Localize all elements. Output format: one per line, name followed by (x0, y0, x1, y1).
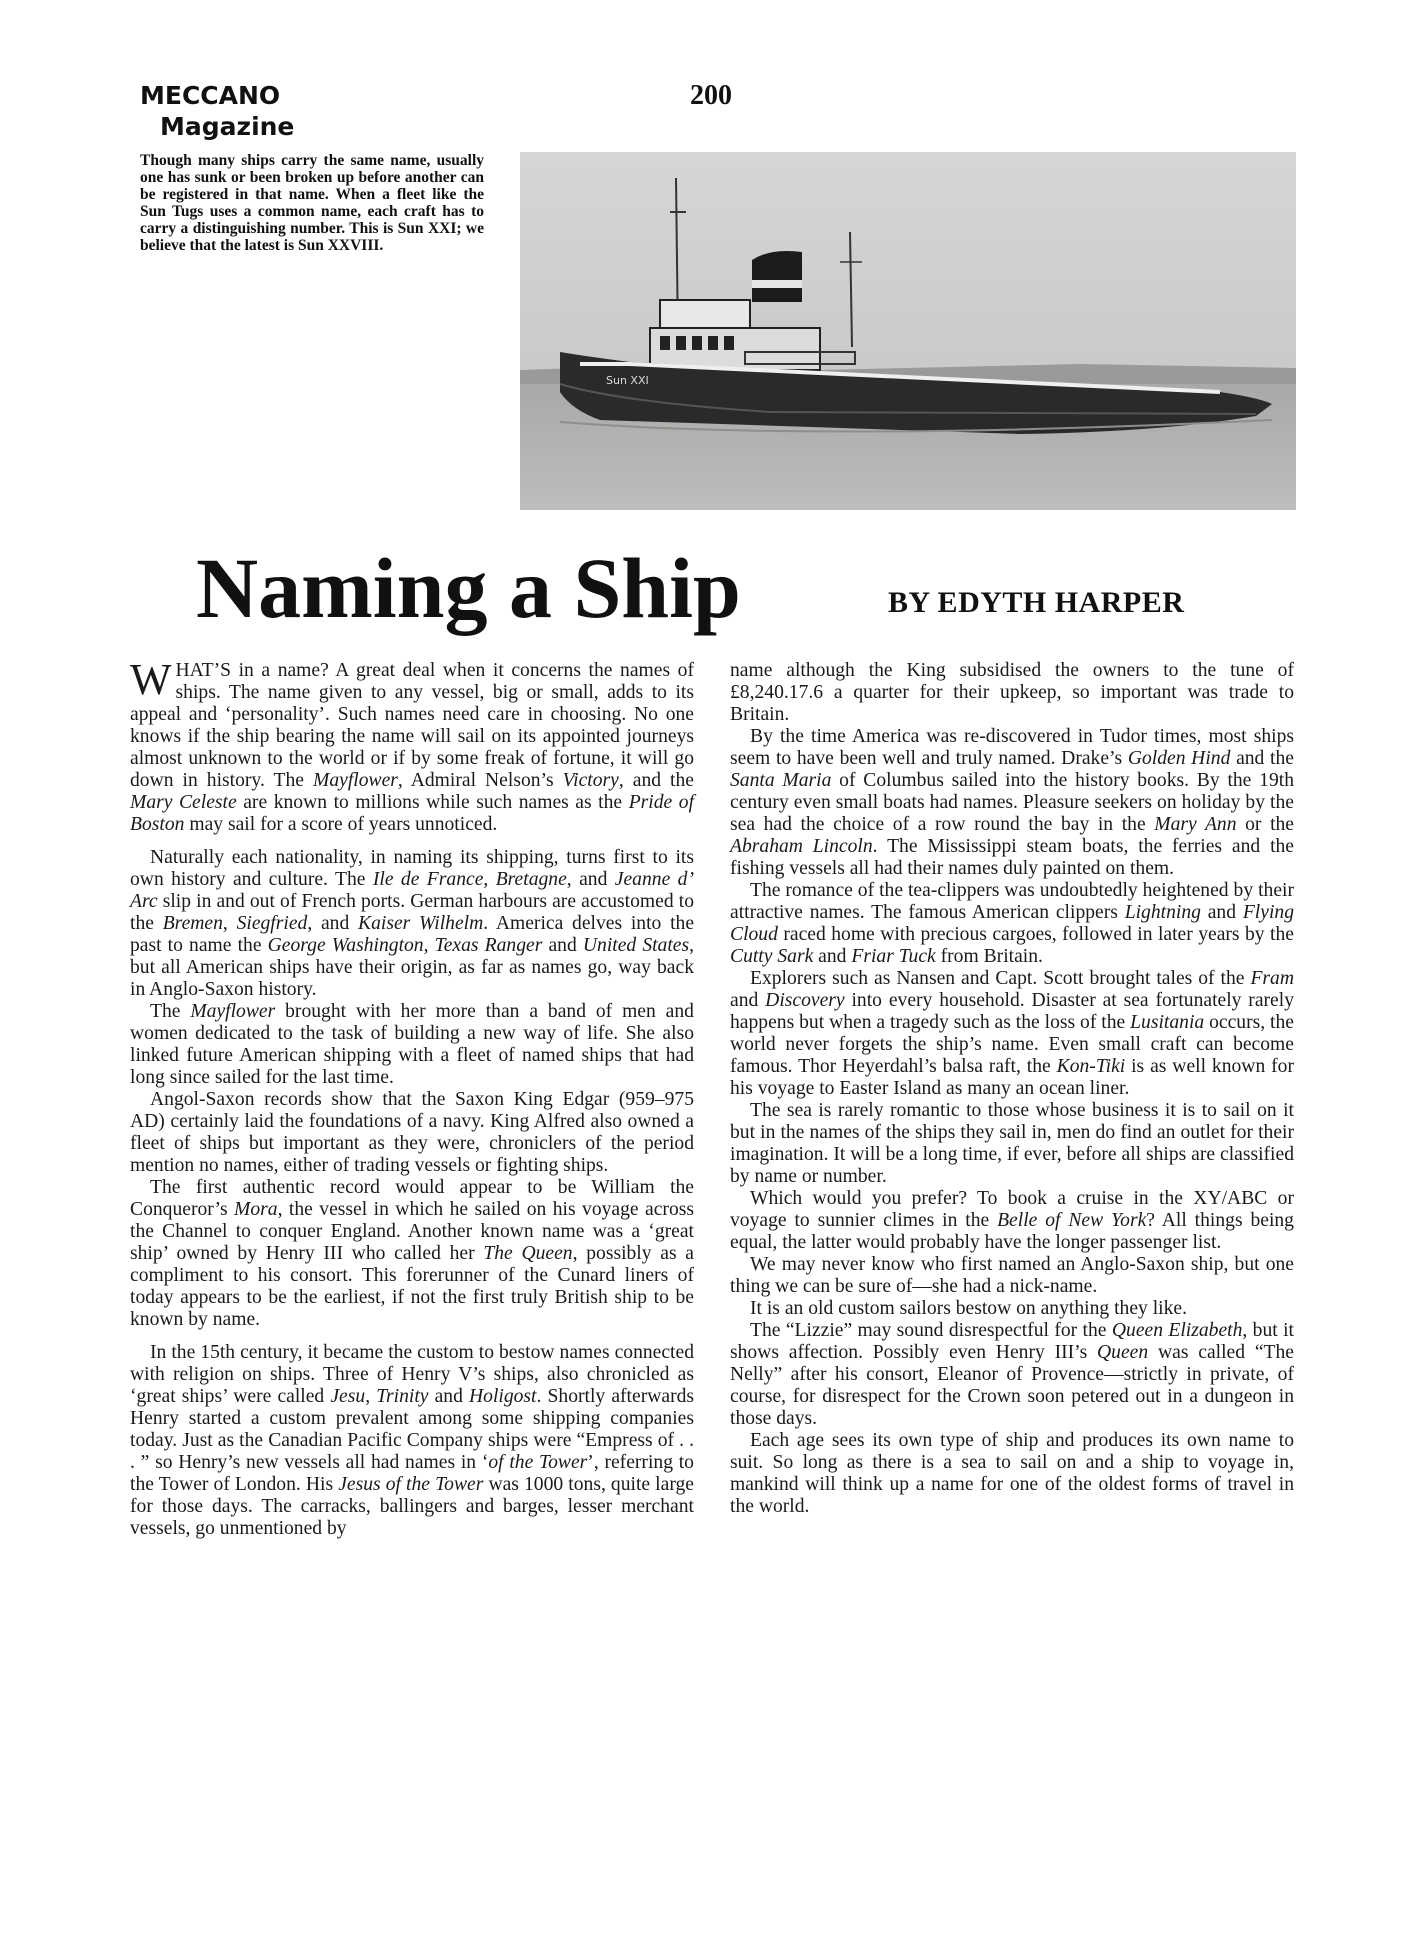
article-paragraph: The sea is rarely romantic to those whose business it is to sail on it but in the names of the ships they sail in, men do find an outlet for their imagination. It will be a long time, if ever, before all ships are classified by name or number. (730, 1100, 1294, 1187)
article-paragraph: Angol-Saxon records show that the Saxon King Edgar (959–975 AD) certainly laid the foundations of a navy. King Alfred also owned a fleet of ships but important as they were, chroniclers of the period mention no names, either of trading vessels or fighting ships. (130, 1089, 694, 1176)
article-paragraph: In the 15th century, it became the custom to bestow names connected with religion on ships. Three of Henry V’s ships, also chronicled as ‘great ships’ were called Jesu, Trinity and Holigost. Shortly afterwards Henry started a custom prevalent among some shipping companies today. Just as the Canadian Pacific Company ships were “Empress of . . . ” so Henry’s new vessels all had names in ‘of the Tower’, referring to the Tower of London. His Jesus of the Tower was 1000 tons, quite large for those days. The carracks, ballingers and barges, lesser merchant vessels, go unmentioned by (130, 1342, 695, 1539)
page-number: 200 (690, 80, 732, 111)
article-left-column (130, 655, 695, 1540)
article-paragraph: Naturally each nationality, in naming its shipping, turns first to its own history and culture. The Ile de France, Bretagne, and Jeanne d’ Arc slip in and out of French ports. German harbours are accustomed to the Bremen, Siegfried, and Kaiser Wilhelm. America delves into the past to name the George Washington, Texas Ranger and United States, but all American ships have their origin, as far as names go, way back in Anglo-Saxon history. (130, 847, 695, 1000)
article-paragraph: Explorers such as Nansen and Capt. Scott brought tales of the Fram and Discovery into every household. Disaster at sea fortunately rarely happens but when a tragedy such as the loss of the Lusitania occurs, the world never forgets the ship’s name. Even small craft can become famous. Thor Heyerdahl’s balsa raft, the Kon-Tiki is as well known for his voyage to Easter Island as many an ocean liner. (730, 968, 1294, 1099)
article-paragraph: By the time America was re-discovered in Tudor times, most ships seem to have been well and truly named. Drake’s Golden Hind and the Santa Maria of Columbus sailed into the history books. By the 19th century even small boats had names. Pleasure seekers on holiday by the sea had the choice of a row round the bay in the Mary Ann or the Abraham Lincoln. The Mississippi steam boats, the ferries and the fishing vessels all had their names duly painted on them. (730, 726, 1295, 879)
article-right-column (730, 660, 1294, 1518)
tugboat-photo (520, 152, 1296, 510)
masthead-title: MECCANO (140, 81, 281, 110)
magazine-masthead (140, 80, 294, 142)
article-paragraph: HAT’S in a name? A great deal when it concerns the names of ships. The name given to any vessel, big or small, adds to its appeal and ‘personality’. Such names need care in choosing. No one knows if the ship bearing the name will sail on its appointed journeys almost unknown to the world or if by some freak of fortune, it will go down in history. The Mayflower, Admiral Nelson’s Victory, and the Mary Celeste are known to millions while such names as the Pride of Boston may sail for a score of years unnoticed. (130, 660, 695, 835)
article-paragraph: Which would you prefer? To book a cruise in the XY/ABC or voyage to sunnier climes in the Belle of New York? All things being equal, the latter would probably have the longer passenger list. (730, 1188, 1294, 1253)
masthead-subtitle: Magazine (160, 112, 295, 141)
article-paragraph: The first authentic record would appear to be William the Conqueror’s Mora, the vessel in which he sailed on his voyage across the Channel to conquer England. Another known name was a ‘great ship’ owned by Henry III who called her The Queen, possibly as a compliment to his consort. This forerunner of the Cunard liners of today appears to be the earliest, if not the first truly British ship to be known by name. (130, 1177, 695, 1330)
article-paragraph: We may never know who first named an Anglo-Saxon ship, but one thing we can be sure of—she had a nick-name. (730, 1254, 1294, 1297)
photo-caption: Though many ships carry the same name, usually one has sunk or been broken up before another can be registered in that name. When a fleet like the Sun Tugs uses a common name, each craft has to carry a distinguishing number. This is Sun XXI; we believe that the latest is Sun XXVIII. (140, 152, 484, 254)
article-paragraph: The “Lizzie” may sound disrespectful for the Queen Elizabeth, but it shows affection. Possibly even Henry III’s Queen was called “The Nelly” after his consort, Eleanor of Provence—strictly in private, of course, for disrespect for the Crown soon petered out in a dungeon in those days. (730, 1320, 1294, 1429)
article-title: Naming a Ship (196, 540, 741, 636)
hull-lettering: Sun XXI (606, 374, 649, 387)
drop-cap: W (130, 655, 172, 704)
article-paragraph: The Mayflower brought with her more than a band of men and women dedicated to the task of building a new way of life. She also linked future American shipping with a fleet of named ships that had long since sailed for the last time. (130, 1001, 694, 1088)
article-byline: BY EDYTH HARPER (888, 586, 1185, 619)
article-paragraph: Each age sees its own type of ship and produces its own name to suit. So long as there is a sea to sail on and a ship to voyage in, mankind will think up a name for one of the oldest forms of travel in the world. (730, 1430, 1294, 1517)
article-paragraph: The romance of the tea-clippers was undoubtedly heightened by their attractive names. The famous American clippers Lightning and Flying Cloud raced home with precious cargoes, followed in later years by the Cutty Sark and Friar Tuck from Britain. (730, 880, 1294, 967)
article-paragraph: name although the King subsidised the owners to the tune of £8,240.17.6 a quarter for their upkeep, so important was trade to Britain. (730, 660, 1294, 725)
article-paragraph: It is an old custom sailors bestow on anything they like. (750, 1298, 1187, 1319)
